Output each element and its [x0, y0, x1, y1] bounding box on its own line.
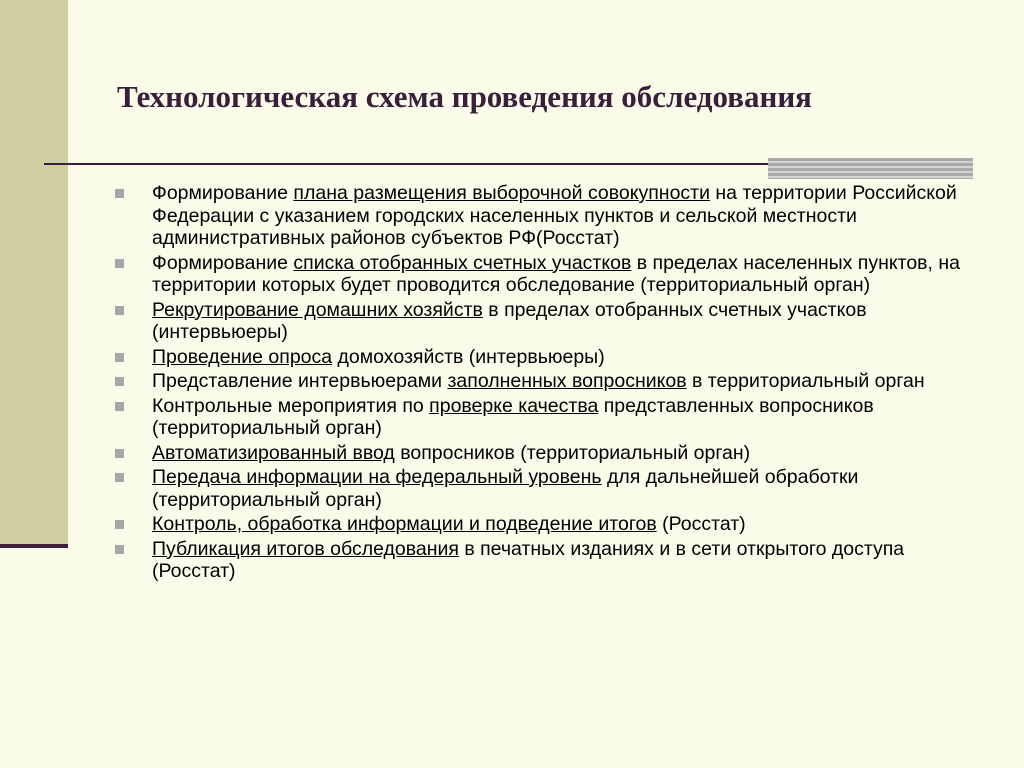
bullet-square-icon — [115, 353, 124, 362]
bullet-text: Формирование — [152, 182, 294, 204]
bullet-underlined-term: Проведение опроса — [152, 345, 333, 368]
bullet-underlined-term: Контроль, обработка информации и подведение итогов — [152, 513, 657, 535]
bullet-square-icon — [115, 449, 124, 458]
bullet-item — [112, 252, 972, 297]
bullet-list — [112, 182, 972, 585]
bullet-text: в печатных изданиях и в сети открытого доступа (Росстат) — [152, 537, 905, 582]
bullet-underlined-term: Публикация итогов обследования — [152, 537, 459, 560]
bullet-text: представленных вопросников (территориальный орган) — [152, 394, 874, 439]
bullet-text: вопросников (территориальный орган) — [394, 441, 751, 464]
bullet-text: Представление интервьюерами — [152, 370, 448, 392]
bullet-text: в территориальный орган — [686, 370, 925, 392]
bullet-underlined-term: Передача информации на федеральный уровень — [152, 466, 602, 488]
bullet-underlined-term: проверке качества — [429, 394, 599, 417]
decor-stripe-bar — [768, 158, 973, 179]
bullet-text: домохозяйств (интервьюеры) — [332, 345, 605, 368]
bullet-underlined-term: плана размещения выборочной совокупности — [293, 182, 710, 204]
bullet-text: (Росстат) — [656, 513, 746, 535]
left-decor-band — [0, 0, 68, 548]
bullet-text: в пределах отобранных счетных участков (интервьюеры) — [152, 298, 867, 343]
bullet-square-icon — [115, 402, 124, 411]
bullet-item — [112, 182, 972, 250]
title-divider — [44, 163, 768, 165]
bullet-square-icon — [115, 306, 124, 315]
bullet-item — [112, 346, 972, 369]
bullet-underlined-term: Рекрутирование домашних хозяйств — [152, 298, 483, 321]
bullet-underlined-term: заполненных вопросников — [447, 370, 687, 392]
left-decor-rule — [0, 544, 68, 548]
bullet-underlined-term: списка отобранных счетных участков — [293, 251, 632, 274]
bullet-square-icon — [115, 545, 124, 554]
bullet-square-icon — [115, 520, 124, 529]
bullet-text: на территории Российской Федерации с указанием городских населенных пунктов и сельской местности административных районов субъектов РФ(Росстат) — [152, 182, 957, 249]
bullet-square-icon — [115, 473, 124, 482]
bullet-item — [112, 370, 972, 393]
bullet-item — [112, 538, 972, 583]
slide-title: Технологическая схема проведения обследования — [117, 79, 812, 114]
bullet-square-icon — [115, 377, 124, 386]
bullet-item — [112, 442, 972, 465]
bullet-square-icon — [115, 259, 124, 268]
bullet-square-icon — [115, 189, 124, 198]
bullet-text: Формирование — [152, 251, 294, 274]
bullet-text: для дальнейшей обработки (территориальный орган) — [152, 466, 859, 511]
bullet-item — [112, 395, 972, 440]
bullet-underlined-term: Автоматизированный ввод — [152, 441, 395, 464]
bullet-text: в пределах населенных пунктов, на территории которых будет проводится обследование (территориальный орган) — [152, 251, 960, 296]
bullet-text: Контрольные мероприятия по — [152, 394, 430, 417]
bullet-item — [112, 299, 972, 344]
bullet-item — [112, 513, 972, 536]
bullet-item — [112, 466, 972, 511]
